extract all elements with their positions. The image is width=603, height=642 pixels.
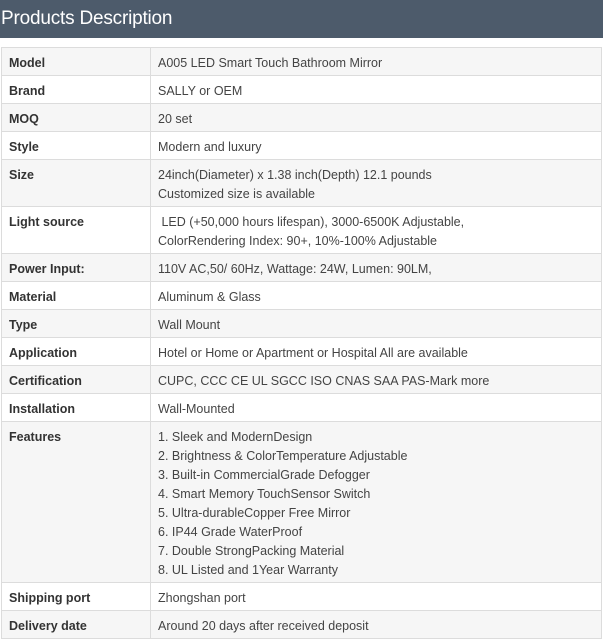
spec-row-application bbox=[2, 338, 602, 366]
feature-item: 8. UL Listed and 1Year Warranty bbox=[158, 563, 338, 577]
spec-row-type bbox=[2, 310, 602, 338]
spec-value bbox=[151, 282, 602, 310]
spec-label: Size bbox=[2, 160, 151, 207]
spec-row-moq bbox=[2, 104, 602, 132]
spec-value-line: Modern and luxury bbox=[158, 140, 262, 154]
spec-row-installation bbox=[2, 394, 602, 422]
spec-row-size bbox=[2, 160, 602, 207]
spec-value bbox=[151, 132, 602, 160]
spec-value-line: ColorRendering Index: 90+, 10%-100% Adjustable bbox=[158, 234, 438, 248]
spec-value bbox=[151, 207, 602, 254]
spec-label: Certification bbox=[2, 366, 151, 394]
spec-label: Shipping port bbox=[2, 583, 151, 611]
spec-label: Installation bbox=[2, 394, 151, 422]
spec-value-line: Around 20 days after received deposit bbox=[158, 619, 369, 633]
spec-value-line: SALLY or OEM bbox=[158, 84, 243, 98]
spec-table bbox=[1, 47, 602, 639]
feature-item: 2. Brightness & ColorTemperature Adjustable bbox=[158, 449, 408, 463]
spec-label: Light source bbox=[2, 207, 151, 254]
spec-label: Type bbox=[2, 310, 151, 338]
spec-row-delivery-date bbox=[2, 611, 602, 639]
spec-value bbox=[151, 583, 602, 611]
spec-row-material bbox=[2, 282, 602, 310]
spec-value bbox=[151, 310, 602, 338]
section-header bbox=[0, 0, 603, 38]
spec-value-line: Aluminum & Glass bbox=[158, 290, 261, 304]
spec-value bbox=[151, 76, 602, 104]
spec-row-power-input bbox=[2, 254, 602, 282]
spec-value-line: 24inch(Diameter) x 1.38 inch(Depth) 12.1 pounds bbox=[158, 168, 432, 182]
spec-value-line: 20 set bbox=[158, 112, 193, 126]
spec-value bbox=[151, 48, 602, 76]
spec-value-line: A005 LED Smart Touch Bathroom Mirror bbox=[158, 56, 383, 70]
spec-label: Style bbox=[2, 132, 151, 160]
spec-value-line: Zhongshan port bbox=[158, 591, 246, 605]
spec-label: Material bbox=[2, 282, 151, 310]
spec-value-line: Wall-Mounted bbox=[158, 402, 235, 416]
spec-label: Delivery date bbox=[2, 611, 151, 639]
header-gap bbox=[0, 38, 603, 47]
spec-label: MOQ bbox=[2, 104, 151, 132]
spec-value-line: Hotel or Home or Apartment or Hospital All are available bbox=[158, 346, 468, 360]
feature-item: 4. Smart Memory TouchSensor Switch bbox=[158, 487, 371, 501]
spec-label: Brand bbox=[2, 76, 151, 104]
spec-row-brand bbox=[2, 76, 602, 104]
spec-value bbox=[151, 338, 602, 366]
spec-value bbox=[151, 254, 602, 282]
feature-item: 5. Ultra-durableCopper Free Mirror bbox=[158, 506, 351, 520]
spec-row-style bbox=[2, 132, 602, 160]
spec-label: Model bbox=[2, 48, 151, 76]
spec-value-line: CUPC, CCC CE UL SGCC ISO CNAS SAA PAS-Mark more bbox=[158, 374, 490, 388]
spec-value bbox=[151, 422, 602, 583]
spec-value bbox=[151, 160, 602, 207]
spec-label: Application bbox=[2, 338, 151, 366]
spec-value-line: Customized size is available bbox=[158, 187, 316, 201]
section-title: Products Description bbox=[1, 8, 173, 29]
spec-value bbox=[151, 366, 602, 394]
spec-value-line: 110V AC,50/ 60Hz, Wattage: 24W, Lumen: 90LM, bbox=[158, 262, 432, 276]
spec-value bbox=[151, 611, 602, 639]
spec-row-features bbox=[2, 422, 602, 583]
spec-label: Power Input: bbox=[2, 254, 151, 282]
spec-row-model bbox=[2, 48, 602, 76]
feature-item: 6. IP44 Grade WaterProof bbox=[158, 525, 303, 539]
spec-row-shipping-port bbox=[2, 583, 602, 611]
spec-value-line: LED (+50,000 hours lifespan), 3000-6500K Adjustable, bbox=[158, 215, 465, 229]
spec-value bbox=[151, 104, 602, 132]
spec-value bbox=[151, 394, 602, 422]
spec-label: Features bbox=[2, 422, 151, 583]
spec-value-line: Wall Mount bbox=[158, 318, 221, 332]
spec-row-light-source bbox=[2, 207, 602, 254]
feature-item: 1. Sleek and ModernDesign bbox=[158, 430, 313, 444]
feature-item: 3. Built-in CommercialGrade Defogger bbox=[158, 468, 370, 482]
spec-row-certification bbox=[2, 366, 602, 394]
feature-item: 7. Double StrongPacking Material bbox=[158, 544, 345, 558]
